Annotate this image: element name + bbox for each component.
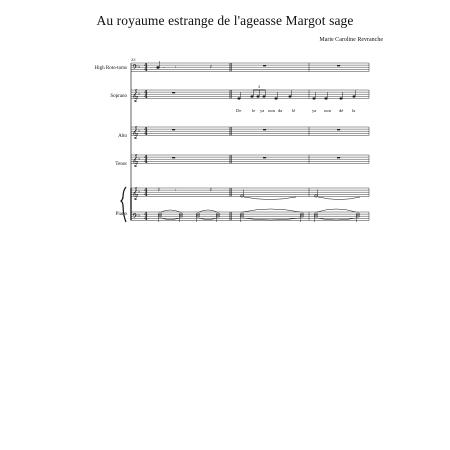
quarter-rest: 𝄾 — [175, 65, 177, 71]
whole-rest — [337, 65, 340, 66]
tie — [161, 210, 180, 212]
treble-clef-soprano: 𝄞 — [132, 89, 139, 102]
note-head — [313, 97, 316, 99]
bass-clef-roto: 𝄢 — [132, 64, 138, 74]
tie — [199, 210, 217, 212]
piano-brace — [121, 187, 126, 222]
lyric-syllable: dé — [339, 108, 344, 113]
note-head — [275, 97, 278, 99]
instrument-label-alto: Alto — [118, 134, 127, 139]
quarter-rest: 𝄾 — [175, 188, 177, 194]
lyric-syllable: ya — [260, 108, 265, 113]
lyric-syllable: le — [252, 108, 256, 113]
half-rest: 𝄽 — [210, 64, 212, 71]
key-signature-flat: ♭ — [138, 156, 141, 162]
time-signature-top: 4 — [144, 211, 148, 218]
lyric-syllable: De — [236, 108, 242, 113]
lyric-syllable: oun — [324, 108, 331, 113]
lyric-syllable: oun — [268, 108, 275, 113]
measure-number: 33 — [131, 58, 136, 62]
tie — [243, 209, 300, 212]
whole-rest — [263, 129, 266, 130]
note-head — [257, 95, 260, 97]
whole-rest — [337, 129, 340, 130]
treble-clef-piano: 𝄞 — [132, 187, 139, 200]
note-head — [263, 95, 266, 97]
time-signature-bottom: 4 — [144, 216, 148, 223]
instrument-label-piano: Piano — [115, 212, 127, 217]
time-signature-top: 4 — [144, 187, 148, 194]
time-signature-bottom: 4 — [144, 94, 148, 101]
treble-clef-alto: 𝄞 — [132, 126, 139, 139]
time-signature-top: 4 — [144, 154, 148, 161]
note-head — [340, 97, 343, 99]
time-signature-top: 4 — [144, 62, 148, 69]
lyric-syllable: ya — [312, 108, 317, 113]
score-title: Au royaume estrange de l'ageasse Margot sage — [96, 13, 354, 28]
note-head — [289, 95, 292, 97]
tie — [318, 197, 360, 200]
time-signature-bottom: 4 — [144, 131, 148, 138]
tie — [317, 209, 356, 212]
time-signature-bottom: 4 — [144, 159, 148, 166]
whole-rest — [263, 157, 266, 158]
bass-clef-piano: 𝄢 — [132, 213, 138, 223]
note-head — [238, 97, 241, 99]
composer-name: Marie Caroline Revranche — [319, 37, 383, 43]
key-signature-flat: ♭ — [138, 189, 141, 195]
lyric-syllable: lé — [292, 108, 296, 113]
note-head — [353, 95, 356, 97]
staff-systems — [121, 63, 369, 222]
whole-rest — [337, 157, 340, 158]
key-signature-flat: ♭ — [138, 91, 141, 97]
whole-rest — [172, 129, 175, 130]
instrument-label-roto-toms: High Roto-toms — [94, 66, 127, 71]
tie — [244, 197, 296, 200]
key-signature-flat: ♭ — [138, 64, 141, 70]
instrument-label-tenor: Tenor — [115, 162, 127, 167]
key-signature-flat: ♭ — [138, 213, 141, 219]
time-signature-bottom: 4 — [144, 67, 148, 74]
note-head — [325, 97, 328, 99]
notation-marks — [131, 58, 360, 223]
whole-rest — [263, 65, 266, 66]
whole-rest — [172, 92, 175, 93]
note-head — [251, 95, 254, 97]
triplet-mark: 3 — [258, 85, 261, 89]
treble-clef-tenor: 𝄞 — [132, 154, 139, 167]
dot: • — [163, 65, 165, 70]
time-signature-top: 4 — [144, 89, 148, 96]
note-head — [156, 66, 159, 68]
key-signature-flat: ♭ — [138, 128, 141, 134]
whole-rest — [172, 157, 175, 158]
time-signature-bottom: 4 — [144, 192, 148, 199]
instrument-label-soprano: Soprano — [110, 94, 127, 99]
half-note-head — [240, 195, 243, 197]
half-rest: 𝄽 — [158, 187, 160, 194]
time-signature-top: 4 — [144, 126, 148, 133]
half-rest: 𝄽 — [210, 187, 212, 194]
lyric-syllable: da — [278, 108, 283, 113]
half-note-head — [314, 195, 317, 197]
lyric-syllable: la — [352, 108, 356, 113]
